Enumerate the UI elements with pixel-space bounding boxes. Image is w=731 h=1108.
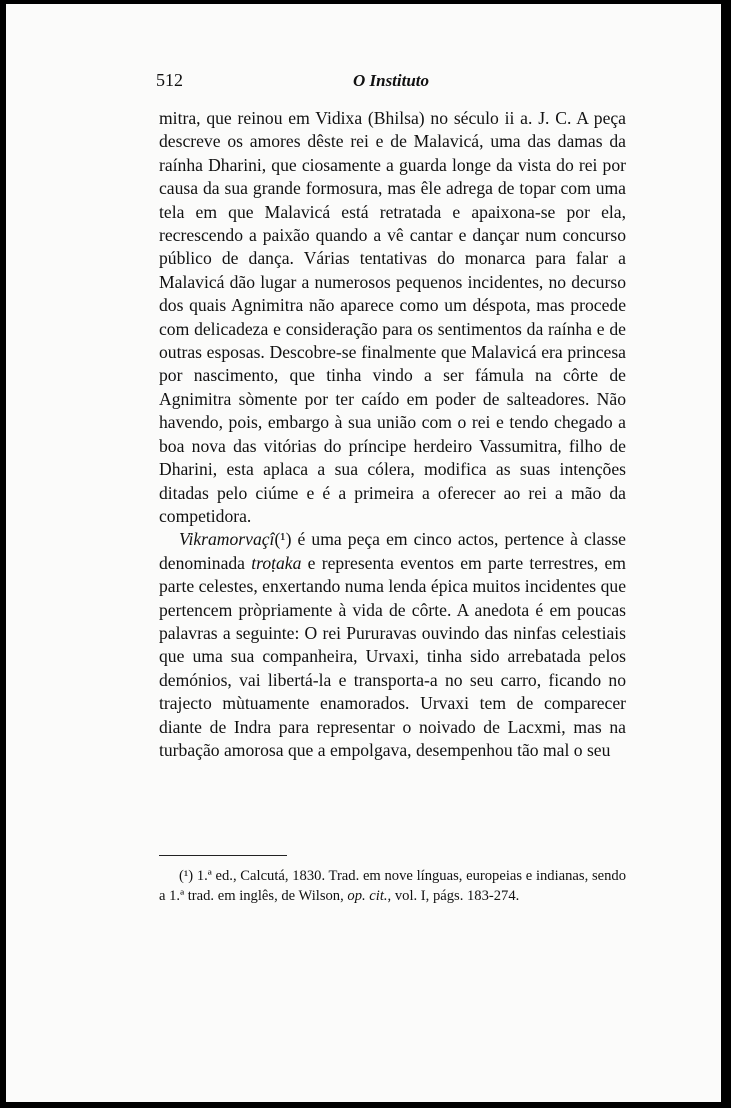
footnote-text-end: , vol. I, págs. 183-274.: [387, 888, 520, 904]
footnote-reference: (¹): [274, 529, 292, 550]
running-title: O Instituto: [352, 71, 430, 90]
page-header: [156, 70, 626, 96]
paragraph-text-continued: e representa eventos em parte terrestres, em parte celestes, enxertando numa lenda épica muitos incidentes que pertencem pròpriamente à vida de côrte. A anedota é em poucas palavras a seguinte: O rei Pururavas ouvindo das ninfas celestiais que uma sua companheira, Urvaxi, tinha sido arrebatada pelos demónios, vai libertá-la e transporta-a no seu carro, ficando no trajecto mùtuamente enamorados. Urvaxi tem de comparecer diante de Indra para representar o noivado de Lacxmi, mas na turbação amorosa que a empolgava, desempenhou tão mal o seu: [159, 552, 626, 760]
body-text: [159, 107, 626, 762]
footnote-text: 1.ª ed., Calcutá, 1830. Trad. em nove línguas, europeias e indianas, sendo a 1.ª trad. em inglês, de Wilson,: [159, 868, 626, 904]
genre-term: troṭaka: [251, 552, 302, 573]
footnote-marker: (¹): [179, 868, 194, 884]
paragraph-vikramorvaci: [159, 528, 626, 762]
paragraph-continuation: mitra, que reinou em Vidixa (Bhilsa) no século ii a. J. C. A peça descreve os amores dêste rei e de Malavicá, uma das damas da raínha Dharini, que ciosamente a guarda longe da vista do rei por causa da sua grande formosura, mas êle adrega de topar com uma tela em que Malavicá está retratada e apaixona-se por ela, recrescendo a paixão quando a vê cantar e dançar num concurso público de dança. Várias tentativas do monarca para falar a Malavicá dão lugar a numerosos pequenos incidentes, no decurso dos quais Agnimitra não aparece como um déspota, mas procede com delicadeza e consideração para os sentimentos da raínha e de outras esposas. Descobre-se finalmente que Malavicá era princesa por nascimento, que tinha vindo a ser fámula na côrte de Agnimitra sòmente por ter caído em poder de salteadores. Não havendo, pois, embargo à sua união com o rei e tendo chegado a boa nova das vitórias do príncipe herdeiro Vassumitra, filho de Dharini, esta aplaca a sua cólera, modifica as suas intenções ditadas pelo ciúme e é a primeira a oferecer ao rei a mão da competidora.: [159, 108, 626, 526]
work-title: Vikramorvaçî: [179, 529, 275, 550]
footnote-divider: [159, 855, 287, 856]
footnote-citation: op. cit.: [347, 888, 388, 904]
paragraph-text: é uma peça em cinco actos, pertence à classe denominada: [159, 529, 626, 573]
page-number: 512: [156, 70, 183, 90]
footnote: [159, 866, 626, 906]
book-page: [6, 4, 721, 1102]
